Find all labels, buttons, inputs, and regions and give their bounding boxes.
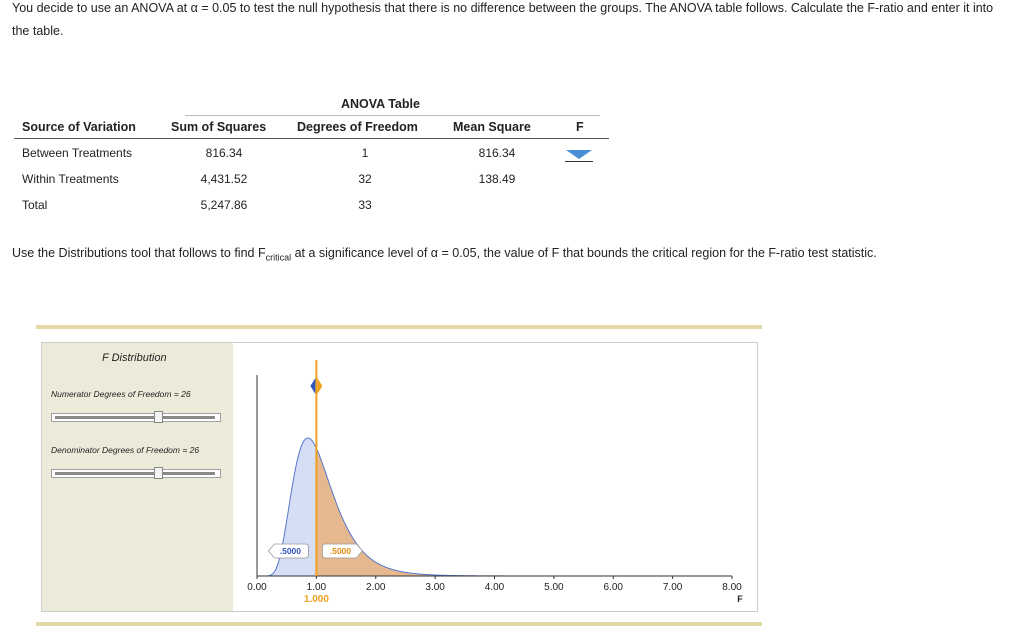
row-total-df: 33 (358, 198, 372, 212)
anova-table-title: ANOVA Table (341, 97, 420, 111)
x-tick-label: 8.00 (722, 582, 742, 593)
x-axis-ticks (247, 576, 742, 593)
table-divider (185, 115, 600, 116)
x-tick-label: 3.00 (425, 582, 445, 593)
row-within-ms: 138.49 (478, 172, 516, 186)
header-source: Source of Variation (22, 120, 136, 134)
row-between-source: Between Treatments (22, 146, 133, 160)
row-total-source: Total (22, 198, 48, 212)
numerator-df-label: Numerator Degrees of Freedom = 26 (51, 389, 191, 399)
instruction-text-end: at a significance level of α = 0.05, the value of F that bounds the critical region for the F-ratio test statistic. (291, 246, 877, 260)
drag-right-arrow-icon[interactable] (317, 378, 322, 394)
left-area-value: .5000 (279, 546, 302, 556)
drag-left-arrow-icon[interactable] (310, 378, 315, 394)
f-ratio-dropdown[interactable] (563, 146, 595, 162)
left-area-label (268, 544, 308, 558)
x-tick-label: 2.00 (366, 582, 386, 593)
header-mean-square: Mean Square (453, 120, 531, 134)
tool-top-border (36, 325, 762, 329)
x-tick-label: 4.00 (484, 582, 505, 593)
f-distribution-chart (42, 343, 757, 611)
row-within-df: 32 (358, 172, 372, 186)
dropdown-arrow-icon (563, 146, 595, 162)
header-sum-of-squares: Sum of Squares (171, 120, 267, 134)
header-f: F (576, 120, 584, 134)
x-tick-label: 0.00 (247, 582, 267, 593)
cutoff-value-label: 1.000 (303, 594, 329, 605)
row-within-source: Within Treatments (22, 172, 119, 186)
x-tick-label: 6.00 (603, 582, 623, 593)
instruction-subscript: critical (265, 252, 292, 263)
header-divider (14, 138, 609, 139)
row-between-ms: 816.34 (478, 146, 516, 160)
right-area-value: .5000 (329, 546, 352, 556)
x-axis-label: F (737, 594, 743, 604)
x-tick-label: 7.00 (662, 582, 683, 593)
x-tick-label: 5.00 (544, 582, 564, 593)
right-area-label (322, 544, 362, 558)
tool-bottom-border (36, 622, 762, 626)
header-degrees-of-freedom: Degrees of Freedom (297, 120, 418, 134)
right-area-fill (316, 448, 732, 576)
instruction-text (12, 242, 1012, 270)
distribution-tool (41, 342, 758, 612)
row-between-ss: 816.34 (205, 146, 243, 160)
x-tick-label: 1.00 (306, 582, 327, 593)
anova-table (14, 95, 614, 220)
row-between-df: 1 (361, 146, 369, 160)
row-within-ss: 4,431.52 (200, 172, 248, 186)
denominator-df-label: Denominator Degrees of Freedom = 26 (51, 445, 200, 455)
panel-title: F Distribution (102, 352, 167, 364)
row-total-ss: 5,247.86 (200, 198, 248, 212)
question-prompt: You decide to use an ANOVA at α = 0.05 to test the null hypothesis that there is no difference between the groups. The ANOVA table follows. Calculate the F-ratio and enter it into the table. (12, 1, 994, 38)
instruction-text-start: Use the Distributions tool that follows to find F (12, 246, 266, 260)
